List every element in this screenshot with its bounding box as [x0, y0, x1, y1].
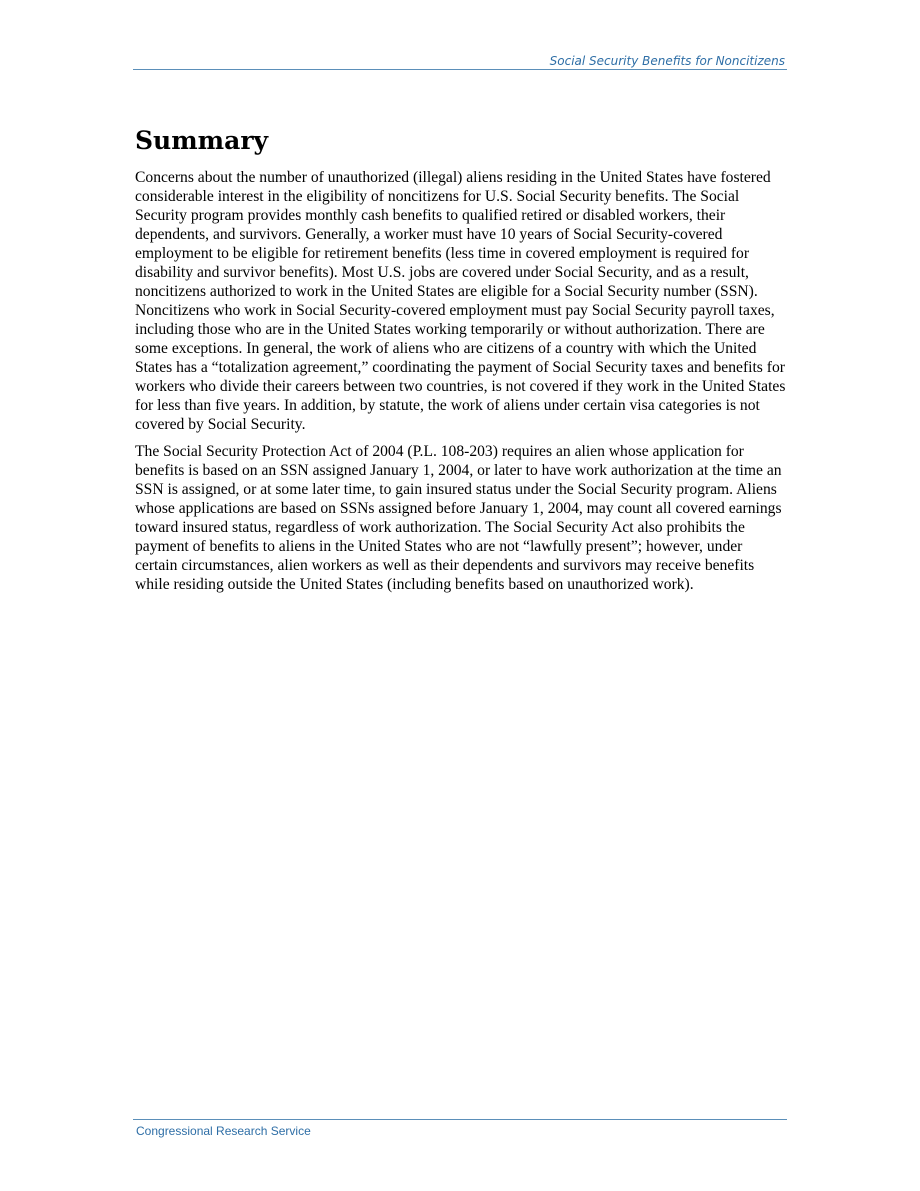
page-content: [135, 124, 787, 602]
running-footer: [133, 1119, 787, 1138]
running-header-title: Social Security Benefits for Noncitizens: [549, 54, 785, 68]
summary-paragraph-1: Concerns about the number of unauthorized (illegal) aliens residing in the United States have fostered considerable interest in the eligibility of noncitizens for U.S. Social Security benefits. The Social Security program provides monthly cash benefits to qualified retired or disabled workers, their dependents, and survivors. Generally, a worker must have 10 years of Social Security-covered employment to be eligible for retirement benefits (less time in covered employment is required for disability and survivor benefits). Most U.S. jobs are covered under Social Security, and as a result, noncitizens authorized to work in the United States are eligible for a Social Security number (SSN). Noncitizens who work in Social Security-covered employment must pay Social Security payroll taxes, including those who are in the United States working temporarily or without authorization. There are some exceptions. In general, the work of aliens who are citizens of a country with which the United States has a “totalization agreement,” coordinating the payment of Social Security taxes and benefits for workers who divide their careers between two countries, is not covered if they work in the United States for less than five years. In addition, by statute, the work of aliens under certain visa categories is not covered by Social Security.: [135, 169, 786, 433]
section-title: Summary: [135, 126, 269, 155]
running-header: [133, 52, 787, 70]
summary-paragraph-2: The Social Security Protection Act of 2004 (P.L. 108-203) requires an alien whose application for benefits is based on an SSN assigned January 1, 2004, or later to have work authorization at the time an SSN is assigned, or at some later time, to gain insured status under the Social Security program. Aliens whose applications are based on SSNs assigned before January 1, 2004, may count all covered earnings toward insured status, regardless of work authorization. The Social Security Act also prohibits the payment of benefits to aliens in the United States who are not “lawfully present”; however, under certain circumstances, alien workers as well as their dependents and survivors may receive benefits while residing outside the United States (including benefits based on unauthorized work).: [135, 443, 782, 593]
footer-publisher: Congressional Research Service: [136, 1124, 311, 1138]
